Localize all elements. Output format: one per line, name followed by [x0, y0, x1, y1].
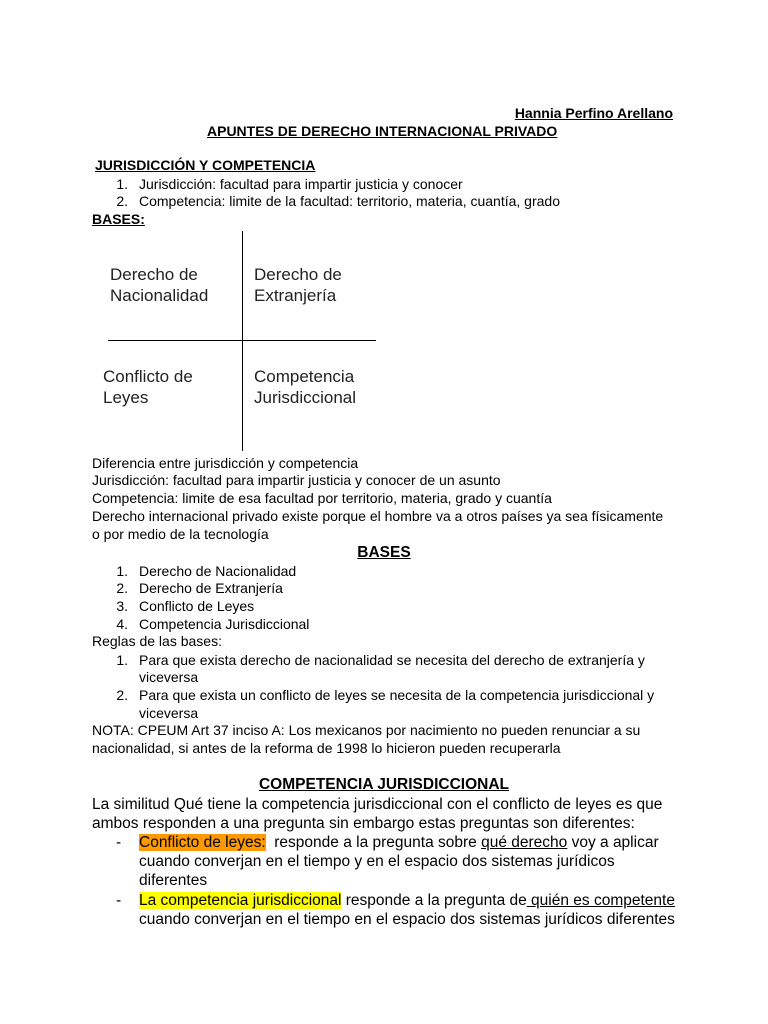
diagram-text: Conflicto de: [103, 367, 193, 386]
note-line: nacionalidad, si antes de la reforma de 1998 lo hicieron pueden recuperarla: [92, 740, 561, 756]
bullet-text: responde a la pregunta sobre: [265, 834, 482, 851]
section-heading-jurisdiccion: JURISDICCIÓN Y COMPETENCIA: [95, 157, 316, 173]
diagram-quadrant-bottom-right: [254, 366, 356, 408]
paragraph-line: ambos responden a una pregunta sin embargo estas preguntas son diferentes:: [92, 815, 635, 832]
list-item-continuation: viceversa: [139, 669, 199, 685]
list-item: Jurisdicción: facultad para impartir justicia y conocer: [139, 176, 463, 192]
list-number: 1.: [116, 563, 128, 579]
list-item: Conflicto de Leyes: [139, 598, 255, 614]
diagram-text: Derecho de: [254, 265, 342, 284]
diagram-text: Jurisdiccional: [254, 388, 357, 407]
paragraph-line: La similitud Qué tiene la competencia jurisdiccional con el conflicto de leyes es que: [92, 796, 663, 813]
paragraph-line: o por medio de la tecnología: [92, 526, 269, 542]
competencia-heading: COMPETENCIA JURISDICCIONAL: [258, 776, 510, 793]
note-line: NOTA: CPEUM Art 37 inciso A: Los mexicanos por nacimiento no pueden renunciar a su: [92, 722, 641, 738]
document-title: APUNTES DE DERECHO INTERNACIONAL PRIVADO: [207, 123, 558, 139]
bullet-continuation: cuando converjan en el tiempo y en el espacio dos sistemas jurídicos: [139, 853, 615, 870]
bullet-dash: -: [116, 834, 122, 851]
list-number: 2.: [116, 580, 128, 596]
list-item: Para que exista derecho de nacionalidad se necesita del derecho de extranjería y: [139, 652, 645, 668]
diagram-text: Leyes: [103, 388, 149, 407]
bullet-item: [139, 891, 675, 910]
underlined-term: qué derecho: [481, 834, 568, 851]
bullet-text: voy a aplicar: [567, 834, 659, 851]
highlighted-term: Conflicto de leyes:: [139, 834, 266, 851]
bullet-text: responde a la pregunta de: [341, 892, 527, 909]
list-number: 1.: [116, 652, 128, 668]
diagram-quadrant-bottom-left: [103, 366, 193, 408]
bullet-dash: -: [116, 892, 122, 909]
diagram-text: Extranjería: [254, 286, 337, 305]
underlined-term: quién es competente: [526, 892, 675, 909]
list-number: 3.: [116, 598, 128, 614]
author-name: Hannia Perfino Arellano: [514, 105, 673, 121]
list-number: 1.: [116, 176, 128, 192]
list-number: 2.: [116, 687, 128, 703]
bullet-continuation: cuando converjan en el tiempo en el espacio dos sistemas jurídicos diferentes: [139, 911, 675, 928]
diagram-horizontal-line: [108, 340, 376, 341]
list-item: Derecho de Nacionalidad: [139, 563, 297, 579]
rules-intro: Reglas de las bases:: [92, 633, 222, 649]
paragraph-line: Derecho internacional privado existe porque el hombre va a otros países ya sea físicamente: [92, 508, 664, 524]
paragraph-line: Competencia: limite de esa facultad por territorio, materia, grado y cuantía: [92, 490, 552, 506]
diagram-text: Nacionalidad: [110, 286, 209, 305]
list-number: 2.: [116, 193, 128, 209]
diagram-text: Competencia: [254, 367, 355, 386]
list-item: Competencia Jurisdiccional: [139, 616, 310, 632]
diagram-vertical-line: [242, 231, 243, 451]
bases-heading: BASES: [357, 544, 411, 561]
list-item-continuation: viceversa: [139, 705, 199, 721]
list-item: Para que exista un conflicto de leyes se necesita de la competencia jurisdiccional y: [139, 687, 655, 703]
highlighted-term: La competencia jurisdiccional: [139, 892, 342, 909]
list-item: Derecho de Extranjería: [139, 580, 283, 596]
paragraph-line: Jurisdicción: facultad para impartir justicia y conocer de un asunto: [92, 472, 501, 488]
bullet-continuation: diferentes: [139, 872, 208, 889]
bases-label: BASES:: [92, 211, 145, 227]
list-item: Competencia: limite de la facultad: territorio, materia, cuantía, grado: [139, 193, 560, 209]
diagram-text: Derecho de: [110, 265, 198, 284]
diagram-quadrant-top-right: [254, 264, 342, 306]
paragraph-line: Diferencia entre jurisdicción y competencia: [92, 455, 359, 471]
diagram-quadrant-top-left: [110, 264, 208, 306]
list-number: 4.: [116, 616, 128, 632]
bullet-item: [139, 833, 659, 852]
